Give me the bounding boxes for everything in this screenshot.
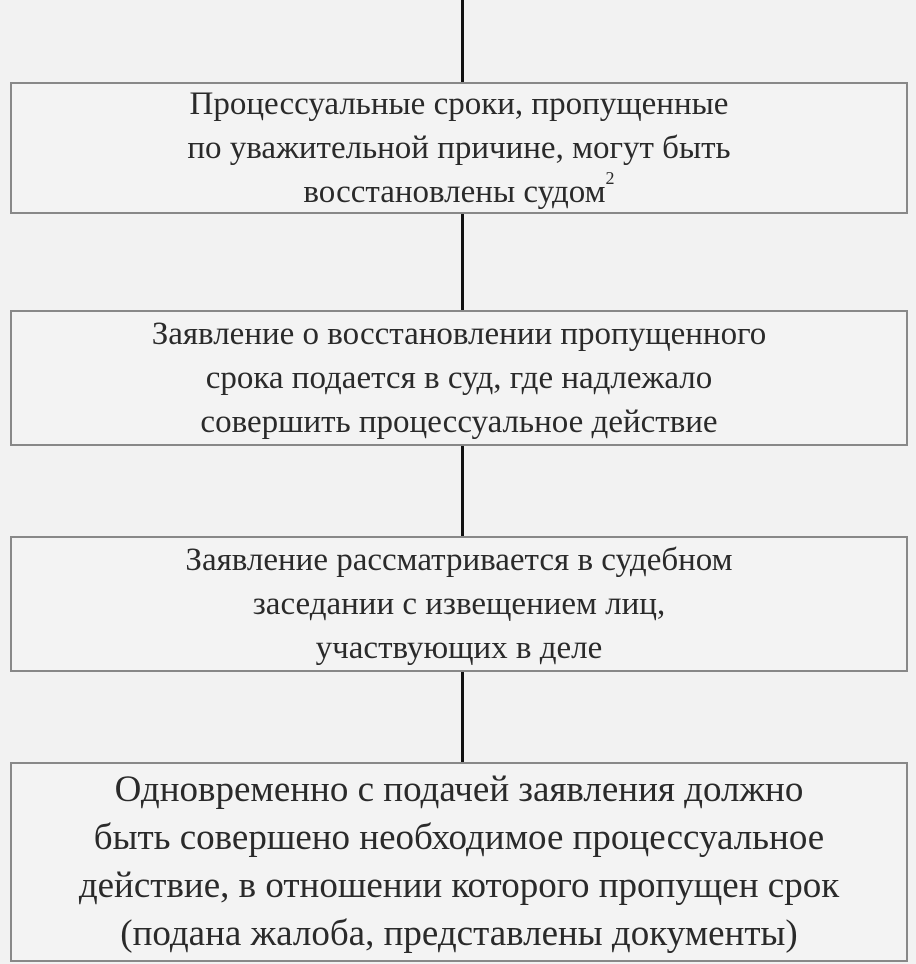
flow-step-1-line-3 bbox=[187, 170, 730, 214]
flow-step-1-text bbox=[187, 82, 730, 214]
flow-step-3-line-2: заседании с извещением лиц, bbox=[252, 586, 666, 622]
flow-step-1-line-1: Процессуальные сроки, пропущенные bbox=[189, 86, 729, 122]
connector-2-3 bbox=[461, 446, 464, 536]
flow-step-2 bbox=[10, 310, 908, 446]
flow-step-4-text bbox=[79, 766, 839, 958]
footnote-marker: 2 bbox=[605, 168, 615, 188]
connector-3-4 bbox=[461, 672, 464, 762]
flow-step-4-line-1: Одновременно с подачей заявления должно bbox=[114, 769, 804, 810]
flow-step-2-line-3: совершить процессуальное действие bbox=[200, 404, 718, 440]
connector-top bbox=[461, 0, 464, 82]
flow-step-3 bbox=[10, 536, 908, 672]
flow-step-1-line-3-text: восстановлены судом bbox=[303, 174, 606, 210]
flow-step-2-line-1: Заявление о восстановлении пропущенного bbox=[151, 316, 767, 352]
flow-step-3-text bbox=[185, 538, 732, 670]
flow-step-2-text bbox=[152, 312, 767, 444]
flow-step-4-line-4: (подана жалоба, представлены документы) bbox=[120, 913, 798, 954]
flow-step-3-line-3: участвующих в деле bbox=[315, 630, 603, 666]
flow-step-4-line-3: действие, в отношении которого пропущен срок bbox=[78, 865, 840, 906]
flow-step-3-line-1: Заявление рассматривается в судебном bbox=[185, 542, 733, 578]
connector-1-2 bbox=[461, 214, 464, 310]
flow-step-1-line-2: по уважительной причине, могут быть bbox=[187, 130, 731, 166]
flow-step-4 bbox=[10, 762, 908, 962]
flow-step-2-line-2: срока подается в суд, где надлежало bbox=[205, 360, 713, 396]
flow-step-4-line-2: быть совершено необходимое процессуальное bbox=[93, 817, 825, 858]
flow-step-1 bbox=[10, 82, 908, 214]
